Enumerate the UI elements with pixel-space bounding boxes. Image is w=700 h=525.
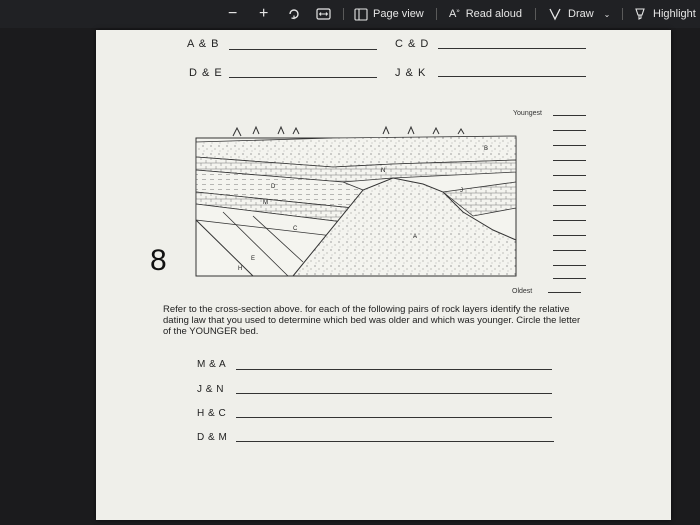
fit-page-button[interactable]: [316, 5, 331, 23]
answer-line[interactable]: [236, 393, 552, 394]
page-view-button[interactable]: [354, 5, 424, 23]
answer-line[interactable]: [229, 77, 377, 78]
answer-line[interactable]: [236, 417, 552, 418]
page-view-icon: [354, 8, 368, 21]
read-aloud-button[interactable]: [449, 5, 522, 23]
question-label: M & A: [197, 359, 227, 370]
pair-label: C & D: [395, 38, 430, 50]
sequence-answer-line[interactable]: [553, 205, 586, 206]
zoom-out-button[interactable]: [228, 5, 237, 23]
youngest-label: Youngest: [513, 110, 542, 117]
sequence-answer-line[interactable]: [553, 220, 586, 221]
page-view-label: Page view: [373, 8, 424, 20]
sequence-answer-line[interactable]: [553, 145, 586, 146]
instructions-text: Refer to the cross-section above. for each of the following pairs of rock layers identify the relative dating law that you used to determine which bed was older and which was younger. Circle the letter of the YOUNGER bed.: [163, 304, 581, 337]
geologic-cross-section: [193, 112, 523, 280]
highlight-label: Highlight: [653, 8, 696, 20]
sequence-answer-line[interactable]: [553, 160, 586, 161]
highlighter-icon: [633, 7, 647, 21]
sequence-answer-line[interactable]: [553, 190, 586, 191]
highlight-button[interactable]: [633, 5, 696, 23]
pair-label: D & E: [189, 67, 223, 79]
sequence-answer-line[interactable]: [553, 130, 586, 131]
diagram-label: H: [238, 266, 243, 272]
diagram-label: J: [460, 188, 463, 194]
diagram-label: C: [293, 226, 298, 232]
rotate-button[interactable]: [287, 5, 301, 23]
diagram-label: E: [251, 256, 256, 262]
sequence-answer-line[interactable]: [553, 235, 586, 236]
diagram-label: M: [263, 200, 268, 206]
question-label: D & M: [197, 432, 228, 443]
pdf-toolbar: [0, 0, 700, 28]
pair-label: A & B: [187, 38, 220, 50]
zoom-in-button[interactable]: [259, 5, 268, 23]
diagram-label: B: [484, 146, 489, 152]
answer-line[interactable]: [236, 441, 554, 442]
draw-button[interactable]: [548, 5, 610, 23]
answer-line[interactable]: [438, 76, 586, 77]
sequence-answer-line[interactable]: [553, 265, 586, 266]
question-label: H & C: [197, 408, 227, 419]
sequence-answer-line[interactable]: [548, 292, 581, 293]
rotate-icon: [287, 7, 301, 21]
diagram-label: A: [413, 234, 418, 240]
pair-label: J & K: [395, 67, 427, 79]
diagram-label: N: [381, 168, 386, 174]
page-number: 8: [150, 244, 167, 277]
diagram-label: D: [271, 184, 276, 190]
oldest-label: Oldest: [512, 288, 533, 295]
plus-icon: +: [259, 5, 269, 22]
draw-label: Draw: [568, 8, 594, 20]
read-aloud-label: Read aloud: [465, 8, 522, 20]
answer-line[interactable]: [438, 48, 586, 49]
answer-line[interactable]: [229, 49, 377, 50]
fit-page-icon: [316, 8, 331, 20]
sequence-answer-line[interactable]: [553, 250, 586, 251]
sequence-answer-line[interactable]: [553, 115, 586, 116]
draw-icon: [548, 7, 562, 21]
sequence-answer-line[interactable]: [553, 278, 586, 279]
chevron-down-icon: ⌄: [603, 9, 611, 19]
minus-icon: −: [228, 5, 238, 22]
question-label: J & N: [197, 384, 224, 395]
answer-line[interactable]: [236, 369, 552, 370]
read-aloud-icon: A»: [449, 8, 460, 20]
sequence-answer-line[interactable]: [553, 175, 586, 176]
